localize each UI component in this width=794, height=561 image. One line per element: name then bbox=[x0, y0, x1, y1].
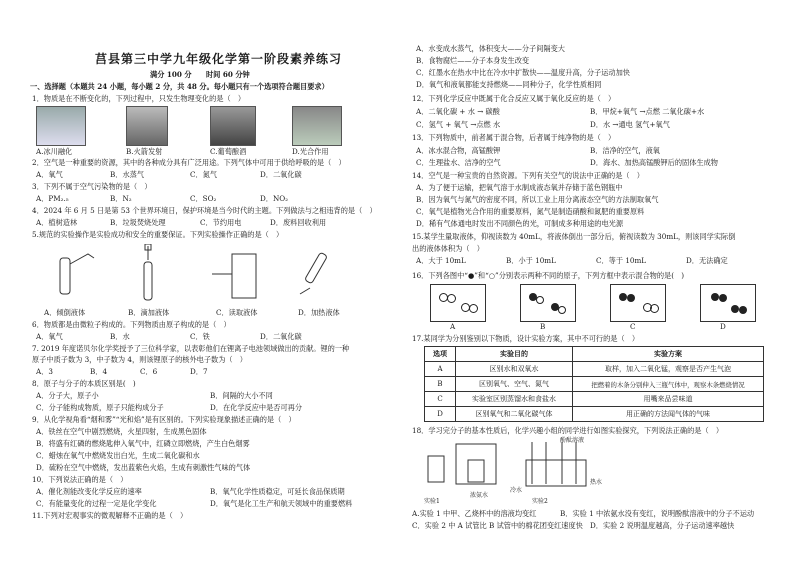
q1-option-a: A.冰川融化 bbox=[36, 147, 73, 156]
q9-option-b: B．将盛有红磷的燃烧匙伸入氧气中，红磷立即燃烧，产生白色烟雾 bbox=[36, 439, 250, 448]
q16-box-b bbox=[520, 284, 576, 322]
cell-option: B bbox=[425, 377, 456, 392]
question-15-line1: 15.某学生量取液体，仰视读数为 40mL，将液体倒出一部分后，俯视读数为 30mL，则该同学实际倒 bbox=[412, 232, 736, 241]
question-7-line2: 原子中质子数为 3，中子数为 4，则该锂原子的核外电子数为（ ） bbox=[32, 355, 247, 364]
table-row bbox=[425, 362, 764, 377]
q18-option-a: A.实验 1 中甲、乙烧杯中的溶液均变红 bbox=[412, 509, 537, 518]
header-purpose: 实验目的 bbox=[456, 347, 573, 362]
header-option: 选项 bbox=[425, 347, 456, 362]
cell-option: C bbox=[425, 392, 456, 407]
q9-option-c: C．蜡烛在氧气中燃烧发出白光，生成二氧化碳和水 bbox=[36, 451, 200, 460]
q2-option-c: C．氮气 bbox=[190, 170, 218, 179]
q8-option-c: C．分子能构成物质，原子只能构成分子 bbox=[36, 403, 164, 412]
q17-table bbox=[424, 346, 764, 422]
q15-option-d: D．无法确定 bbox=[686, 256, 728, 265]
cell-option: A bbox=[425, 362, 456, 377]
q7-option-c: C．6 bbox=[140, 367, 158, 376]
q2-option-d: D．二氧化碳 bbox=[260, 170, 302, 179]
header-plan: 实验方案 bbox=[573, 347, 764, 362]
question-10: 10．下列说法正确的是（ ） bbox=[32, 475, 128, 484]
cell-plan: 取样，加入二氧化锰，观察是否产生气泡 bbox=[573, 362, 764, 377]
cell-option: D bbox=[425, 407, 456, 422]
question-13: 13．下列物质中，前者属于混合物，后者属于纯净物的是（ ） bbox=[412, 133, 616, 142]
q16-label-a: A bbox=[450, 322, 456, 331]
section-1-heading: 一、选择题（本题共 24 小题，每小题 2 分，共 48 分。每小题只有一个选项符合题目要求） bbox=[30, 82, 329, 91]
cell-plan: 把燃着的木条分别伸入三瓶气体中，观察木条燃烧情况 bbox=[573, 377, 764, 392]
q18-label-cold-water: 冷水 bbox=[510, 487, 523, 494]
q10-option-c: C．有能量变化的过程一定是化学变化 bbox=[36, 499, 157, 508]
q15-option-a: A．大于 10mL bbox=[416, 256, 466, 265]
q5-option-a: A．倾倒液体 bbox=[44, 308, 86, 317]
question-11: 11.下列对宏观事实的微观解释不正确的是（ ） bbox=[32, 511, 188, 520]
q11-option-a: A．水变成水蒸气，体积变大——分子间隔变大 bbox=[416, 44, 565, 53]
q16-box-d bbox=[700, 284, 756, 322]
q13-option-b: B．洁净的空气，液氧 bbox=[590, 146, 660, 155]
q11-option-b: B．食物腐烂——分子本身发生改变 bbox=[416, 56, 530, 65]
q9-option-a: A．铁丝在空气中剧烈燃烧，火星四射，生成黑色固体 bbox=[36, 427, 207, 436]
q11-option-c: C．红墨水在热水中比在冷水中扩散快——温度升高，分子运动加快 bbox=[416, 68, 630, 77]
q13-option-a: A．冰水混合物，高锰酸钾 bbox=[416, 146, 501, 155]
q5-apparatus-drawings bbox=[42, 244, 362, 304]
q9-option-d: D．硫粉在空气中燃烧，发出蓝紫色火焰，生成有刺激性气味的气体 bbox=[36, 463, 251, 472]
q14-option-c: C．氧气是植物光合作用的重要原料，氮气是制造硝酸和氮肥的重要原料 bbox=[416, 207, 645, 216]
q14-option-d: D．稀有气体通电时发出不同颜色的光，可制成多种用途的电光源 bbox=[416, 219, 624, 228]
question-15-line2: 出的液体体积为（ ） bbox=[412, 244, 484, 253]
q10-option-d: D．氧气是化工生产和航天领域中的重要燃料 bbox=[210, 499, 353, 508]
question-12: 12．下列化学反应中既属于化合反应又属于氧化反应的是（ ） bbox=[412, 94, 616, 103]
q16-label-c: C bbox=[630, 322, 636, 331]
rocket-photo bbox=[126, 106, 168, 146]
q2-option-a: A．氧气 bbox=[36, 170, 63, 179]
q1-option-b: B.火箭发射 bbox=[126, 147, 163, 156]
q16-box-a bbox=[430, 284, 486, 322]
q12-option-d: D．水 →通电 氢气+氧气 bbox=[590, 120, 670, 129]
q7-option-d: D．7 bbox=[190, 367, 208, 376]
wine-photo bbox=[210, 106, 256, 146]
q7-option-a: A．3 bbox=[36, 367, 53, 376]
table-row bbox=[425, 392, 764, 407]
question-6: 6．物质都是由微粒子构成的。下列物质由原子构成的是（ ） bbox=[32, 320, 231, 329]
q18-option-d: D．实验 2 说明温度越高，分子运动速率越快 bbox=[590, 521, 735, 530]
cell-purpose: 实验室区别蒸馏水和食盐水 bbox=[456, 392, 573, 407]
plant-photo bbox=[292, 106, 342, 146]
q18-label-hot-water: 热水 bbox=[590, 479, 603, 486]
q5-option-d: D．加热液体 bbox=[298, 308, 340, 317]
q18-label-exp1: 实验1 bbox=[424, 498, 440, 505]
q8-option-b: B．间隔的大小不同 bbox=[210, 391, 273, 400]
q4-option-c: C．节约用电 bbox=[200, 218, 242, 227]
q18-label-exp2: 实验2 bbox=[532, 498, 548, 505]
q3-option-a: A．PM₂.₅ bbox=[36, 194, 69, 203]
q18-option-c: C．实验 2 中 A 试管比 B 试管中的棉花团变红速度快 bbox=[412, 521, 583, 530]
q14-option-b: B．因为氧气与氮气的密度不同，所以工业上用分离液态空气的方法制取氧气 bbox=[416, 195, 659, 204]
q18-label-phenolphthalein: 酚酞溶液 bbox=[560, 437, 585, 444]
cell-plan: 用正确的方法闻气体的气味 bbox=[573, 407, 764, 422]
q3-option-d: D．NO₂ bbox=[260, 194, 289, 203]
q8-option-a: A．分子大，原子小 bbox=[36, 391, 99, 400]
question-7-line1: 7. 2019 年度诺贝尔化学奖授予了三位科学家，以表彰他们在锂离子电池领域做出的贡献。锂的一种 bbox=[32, 344, 350, 353]
q12-option-c: C．氢气 + 氧气 →点燃 水 bbox=[416, 120, 501, 129]
q10-option-a: A．催化剂能改变化学反应的速率 bbox=[36, 487, 142, 496]
q10-option-b: B．氧气化学性质稳定，可延长食品保质期 bbox=[210, 487, 345, 496]
q1-option-d: D.光合作用 bbox=[292, 147, 329, 156]
cell-purpose: 区别水和双氧水 bbox=[456, 362, 573, 377]
question-18: 18．学习完分子的基本性质后，化学兴趣小组的同学进行如图实验探究，下列说法正确的是（ ） bbox=[412, 426, 724, 435]
q3-option-c: C．SO₂ bbox=[190, 194, 217, 203]
question-17: 17.某同学为分别鉴别以下物质，设计实验方案，其中不可行的是（ ） bbox=[412, 334, 640, 343]
q13-option-d: D．海水、加热高锰酸钾后的固体生成物 bbox=[590, 158, 718, 167]
q15-option-c: C．等于 10mL bbox=[596, 256, 647, 265]
q6-option-c: C．铁 bbox=[190, 332, 210, 341]
q3-option-b: B．N₂ bbox=[110, 194, 132, 203]
q8-option-d: D．在化学反应中是否可再分 bbox=[210, 403, 303, 412]
q5-option-b: B．滴加液体 bbox=[128, 308, 170, 317]
q12-option-b: B．甲烷+氧气 →点燃 二氧化碳+水 bbox=[590, 107, 705, 116]
cell-purpose: 区别氧气、空气、氮气 bbox=[456, 377, 573, 392]
left-column bbox=[30, 0, 402, 561]
question-2: 2．空气是一种重要的资源，其中的各种成分具有广泛用途。下列气体中可用于供给呼吸的是（ ） bbox=[32, 158, 346, 167]
table-row bbox=[425, 407, 764, 422]
right-column bbox=[410, 0, 782, 561]
question-4: 4．2024 年 6 月 5 日是第 53 个世界环境日，保护环境是当今时代的主题。下列做法与之相违背的是（ ） bbox=[32, 206, 377, 215]
q16-label-d: D bbox=[720, 322, 726, 331]
q6-option-a: A．氧气 bbox=[36, 332, 63, 341]
cell-plan: 用嘴来品尝味道 bbox=[573, 392, 764, 407]
q4-option-a: A．植树造林 bbox=[36, 218, 78, 227]
exam-meta: 满分 100 分 时间 60 分钟 bbox=[150, 70, 250, 79]
question-8: 8．原子与分子的本质区别是( ) bbox=[32, 379, 136, 388]
q4-option-d: D．废料回收利用 bbox=[270, 218, 327, 227]
q16-label-b: B bbox=[540, 322, 546, 331]
q14-option-a: A．为了便于运输，把氧气溶于水制成液态氧并存储于蓝色钢瓶中 bbox=[416, 183, 623, 192]
table-header-row bbox=[425, 347, 764, 362]
question-3: 3．下列不属于空气污染物的是（ ） bbox=[32, 182, 152, 191]
q1-option-c: C.葡萄酿酒 bbox=[210, 147, 247, 156]
q2-option-b: B．水蒸气 bbox=[110, 170, 145, 179]
q4-option-b: B．垃圾焚烧处理 bbox=[110, 218, 166, 227]
question-1: 1．物质是在不断变化的，下列过程中，只发生物理变化的是（ ） bbox=[32, 94, 246, 103]
q6-option-d: D．二氧化碳 bbox=[260, 332, 302, 341]
q5-option-c: C．读取液体 bbox=[216, 308, 258, 317]
page-title: 莒县第三中学九年级化学第一阶段素养练习 bbox=[95, 52, 343, 66]
q18-option-b: B．实验 1 中浓氨水没有变红，说明酚酞溶液中的分子不运动 bbox=[560, 509, 755, 518]
question-5: 5.规范的实验操作是实验成功和安全的重要保证。下列实验操作正确的是（ ） bbox=[32, 230, 284, 239]
table-row bbox=[425, 377, 764, 392]
q11-option-d: D．氧气和液氧都能支持燃烧——同种分子，化学性质相同 bbox=[416, 80, 602, 89]
q6-option-b: B．水 bbox=[110, 332, 130, 341]
q7-option-b: B．4 bbox=[90, 367, 108, 376]
q15-option-b: B．小于 10mL bbox=[506, 256, 556, 265]
glacier-photo bbox=[36, 106, 86, 146]
q12-option-a: A．二氧化碳 + 水 → 碳酸 bbox=[416, 107, 500, 116]
question-9: 9．从化学视角看“烟和雾”“光和焰”是有区别的。下列实验现象描述正确的是（ ） bbox=[32, 415, 296, 424]
q18-label-ammonia: 浓氨水 bbox=[470, 492, 489, 499]
question-16: 16．下列各图中“●”和“○”分别表示两种不同的原子，下列方框中表示混合物的是( ) bbox=[412, 271, 684, 280]
q13-option-c: C．生理盐水、洁净的空气 bbox=[416, 158, 501, 167]
question-14: 14．空气是一种宝贵的自然资源。下列有关空气的说法中正确的是（ ） bbox=[412, 171, 644, 180]
cell-purpose: 区别氧气和二氧化碳气体 bbox=[456, 407, 573, 422]
q16-box-c bbox=[610, 284, 666, 322]
